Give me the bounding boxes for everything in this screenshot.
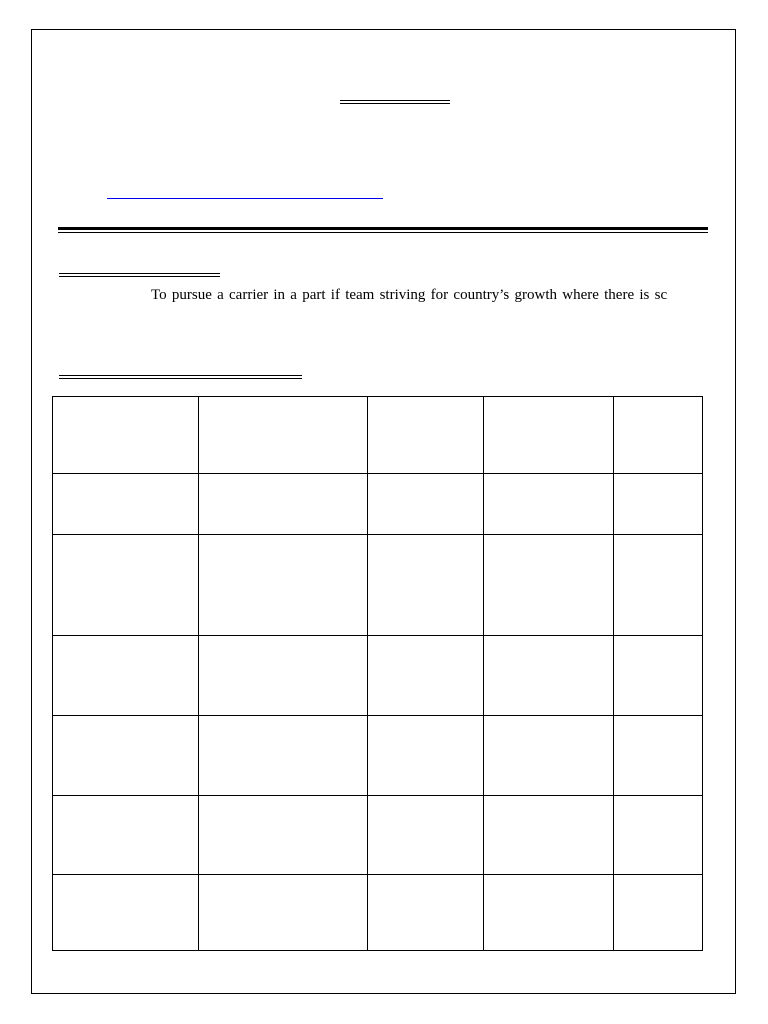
- table-cell: [484, 875, 614, 951]
- email-link[interactable]: [107, 198, 383, 199]
- table-cell: [368, 474, 484, 535]
- table-row: [53, 535, 703, 636]
- table-cell: [368, 716, 484, 796]
- table-row: [53, 716, 703, 796]
- table-cell: [484, 397, 614, 474]
- table-cell: [53, 875, 199, 951]
- table-row: [53, 875, 703, 951]
- table-cell: [484, 474, 614, 535]
- table-cell: [614, 535, 703, 636]
- table-cell: [484, 636, 614, 716]
- table-cell: [53, 716, 199, 796]
- table-cell: [614, 397, 703, 474]
- table-cell: [484, 716, 614, 796]
- table-cell: [53, 796, 199, 875]
- header-separator-thin: [58, 232, 708, 233]
- table-row: [53, 796, 703, 875]
- table-cell: [199, 875, 368, 951]
- table-row: [53, 474, 703, 535]
- table-cell: [53, 636, 199, 716]
- objective-text: To pursue a carrier in a part if team striving for country’s growth where there is sc: [151, 287, 668, 303]
- table-cell: [484, 535, 614, 636]
- table-cell: [614, 474, 703, 535]
- table-cell: [368, 796, 484, 875]
- qualification-heading-underline: [59, 375, 302, 379]
- table-row: [53, 397, 703, 474]
- table-cell: [199, 636, 368, 716]
- objective-heading-underline: [59, 273, 220, 277]
- table-cell: [199, 716, 368, 796]
- table-cell: [199, 474, 368, 535]
- table-cell: [53, 535, 199, 636]
- table-cell: [53, 397, 199, 474]
- table-cell: [368, 875, 484, 951]
- table-cell: [199, 796, 368, 875]
- table-cell: [368, 636, 484, 716]
- table-cell: [484, 796, 614, 875]
- table-cell: [53, 474, 199, 535]
- table-cell: [614, 636, 703, 716]
- table-cell: [199, 535, 368, 636]
- table-cell: [614, 716, 703, 796]
- resume-title-underline: [340, 100, 450, 104]
- table-row: [53, 636, 703, 716]
- qualification-table: [52, 396, 703, 951]
- table-cell: [614, 875, 703, 951]
- header-separator-thick: [58, 227, 708, 230]
- table-cell: [199, 397, 368, 474]
- table-cell: [368, 397, 484, 474]
- table-cell: [368, 535, 484, 636]
- table-cell: [614, 796, 703, 875]
